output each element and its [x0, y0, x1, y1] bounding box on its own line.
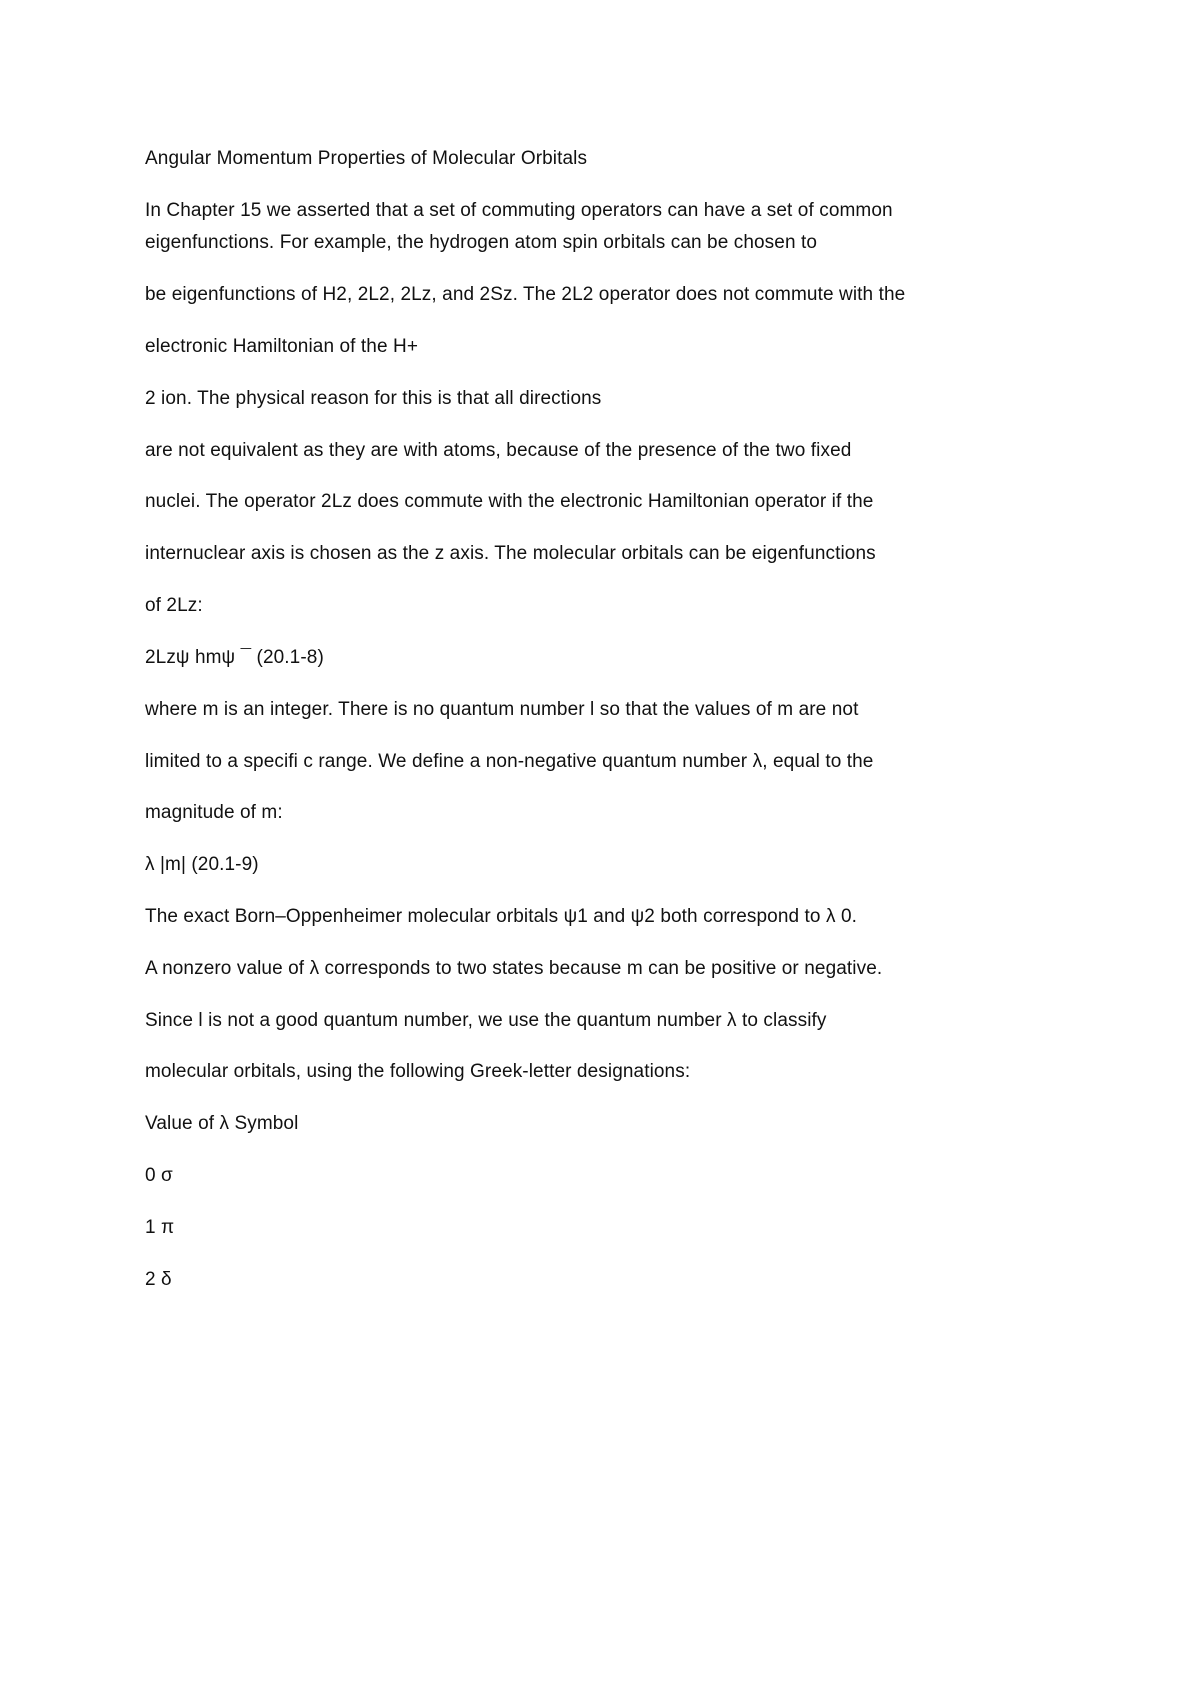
equation-20-1-9: λ |m| (20.1-9) [145, 854, 259, 875]
text-line: limited to a specifi c range. We define a non-negative quantum number λ, equal to the [145, 751, 874, 772]
equation-20-1-8: 2Lzψ hmψ ¯ (20.1-8) [145, 647, 324, 668]
table-row: 0 σ [145, 1165, 173, 1186]
text-line: internuclear axis is chosen as the z axis. The molecular orbitals can be eigenfunctions [145, 543, 876, 564]
text-line: nuclei. The operator 2Lz does commute with the electronic Hamiltonian operator if the [145, 491, 874, 512]
text-line: magnitude of m: [145, 802, 283, 823]
text-line: A nonzero value of λ corresponds to two states because m can be positive or negative. [145, 958, 883, 979]
text-line: 2 ion. The physical reason for this is that all directions [145, 388, 602, 409]
table-header: Value of λ Symbol [145, 1113, 299, 1134]
text-line: eigenfunctions. For example, the hydrogen atom spin orbitals can be chosen to [145, 232, 818, 253]
text-line: electronic Hamiltonian of the H+ [145, 336, 419, 357]
text-line: of 2Lz: [145, 595, 203, 616]
text-line: be eigenfunctions of H2, 2L2, 2Lz, and 2Sz. The 2L2 operator does not commute with the [145, 284, 906, 305]
text-line: Since l is not a good quantum number, we use the quantum number λ to classify [145, 1010, 827, 1031]
text-line: are not equivalent as they are with atoms, because of the presence of the two fixed [145, 440, 852, 461]
table-row: 1 π [145, 1217, 175, 1238]
table-row: 2 δ [145, 1269, 172, 1290]
text-line: The exact Born–Oppenheimer molecular orbitals ψ1 and ψ2 both correspond to λ 0. [145, 906, 857, 927]
text-line: where m is an integer. There is no quantum number l so that the values of m are not [145, 699, 859, 720]
text-line: In Chapter 15 we asserted that a set of commuting operators can have a set of common [145, 200, 893, 221]
document-title: Angular Momentum Properties of Molecular Orbitals [145, 148, 588, 169]
text-line: molecular orbitals, using the following Greek-letter designations: [145, 1061, 691, 1082]
